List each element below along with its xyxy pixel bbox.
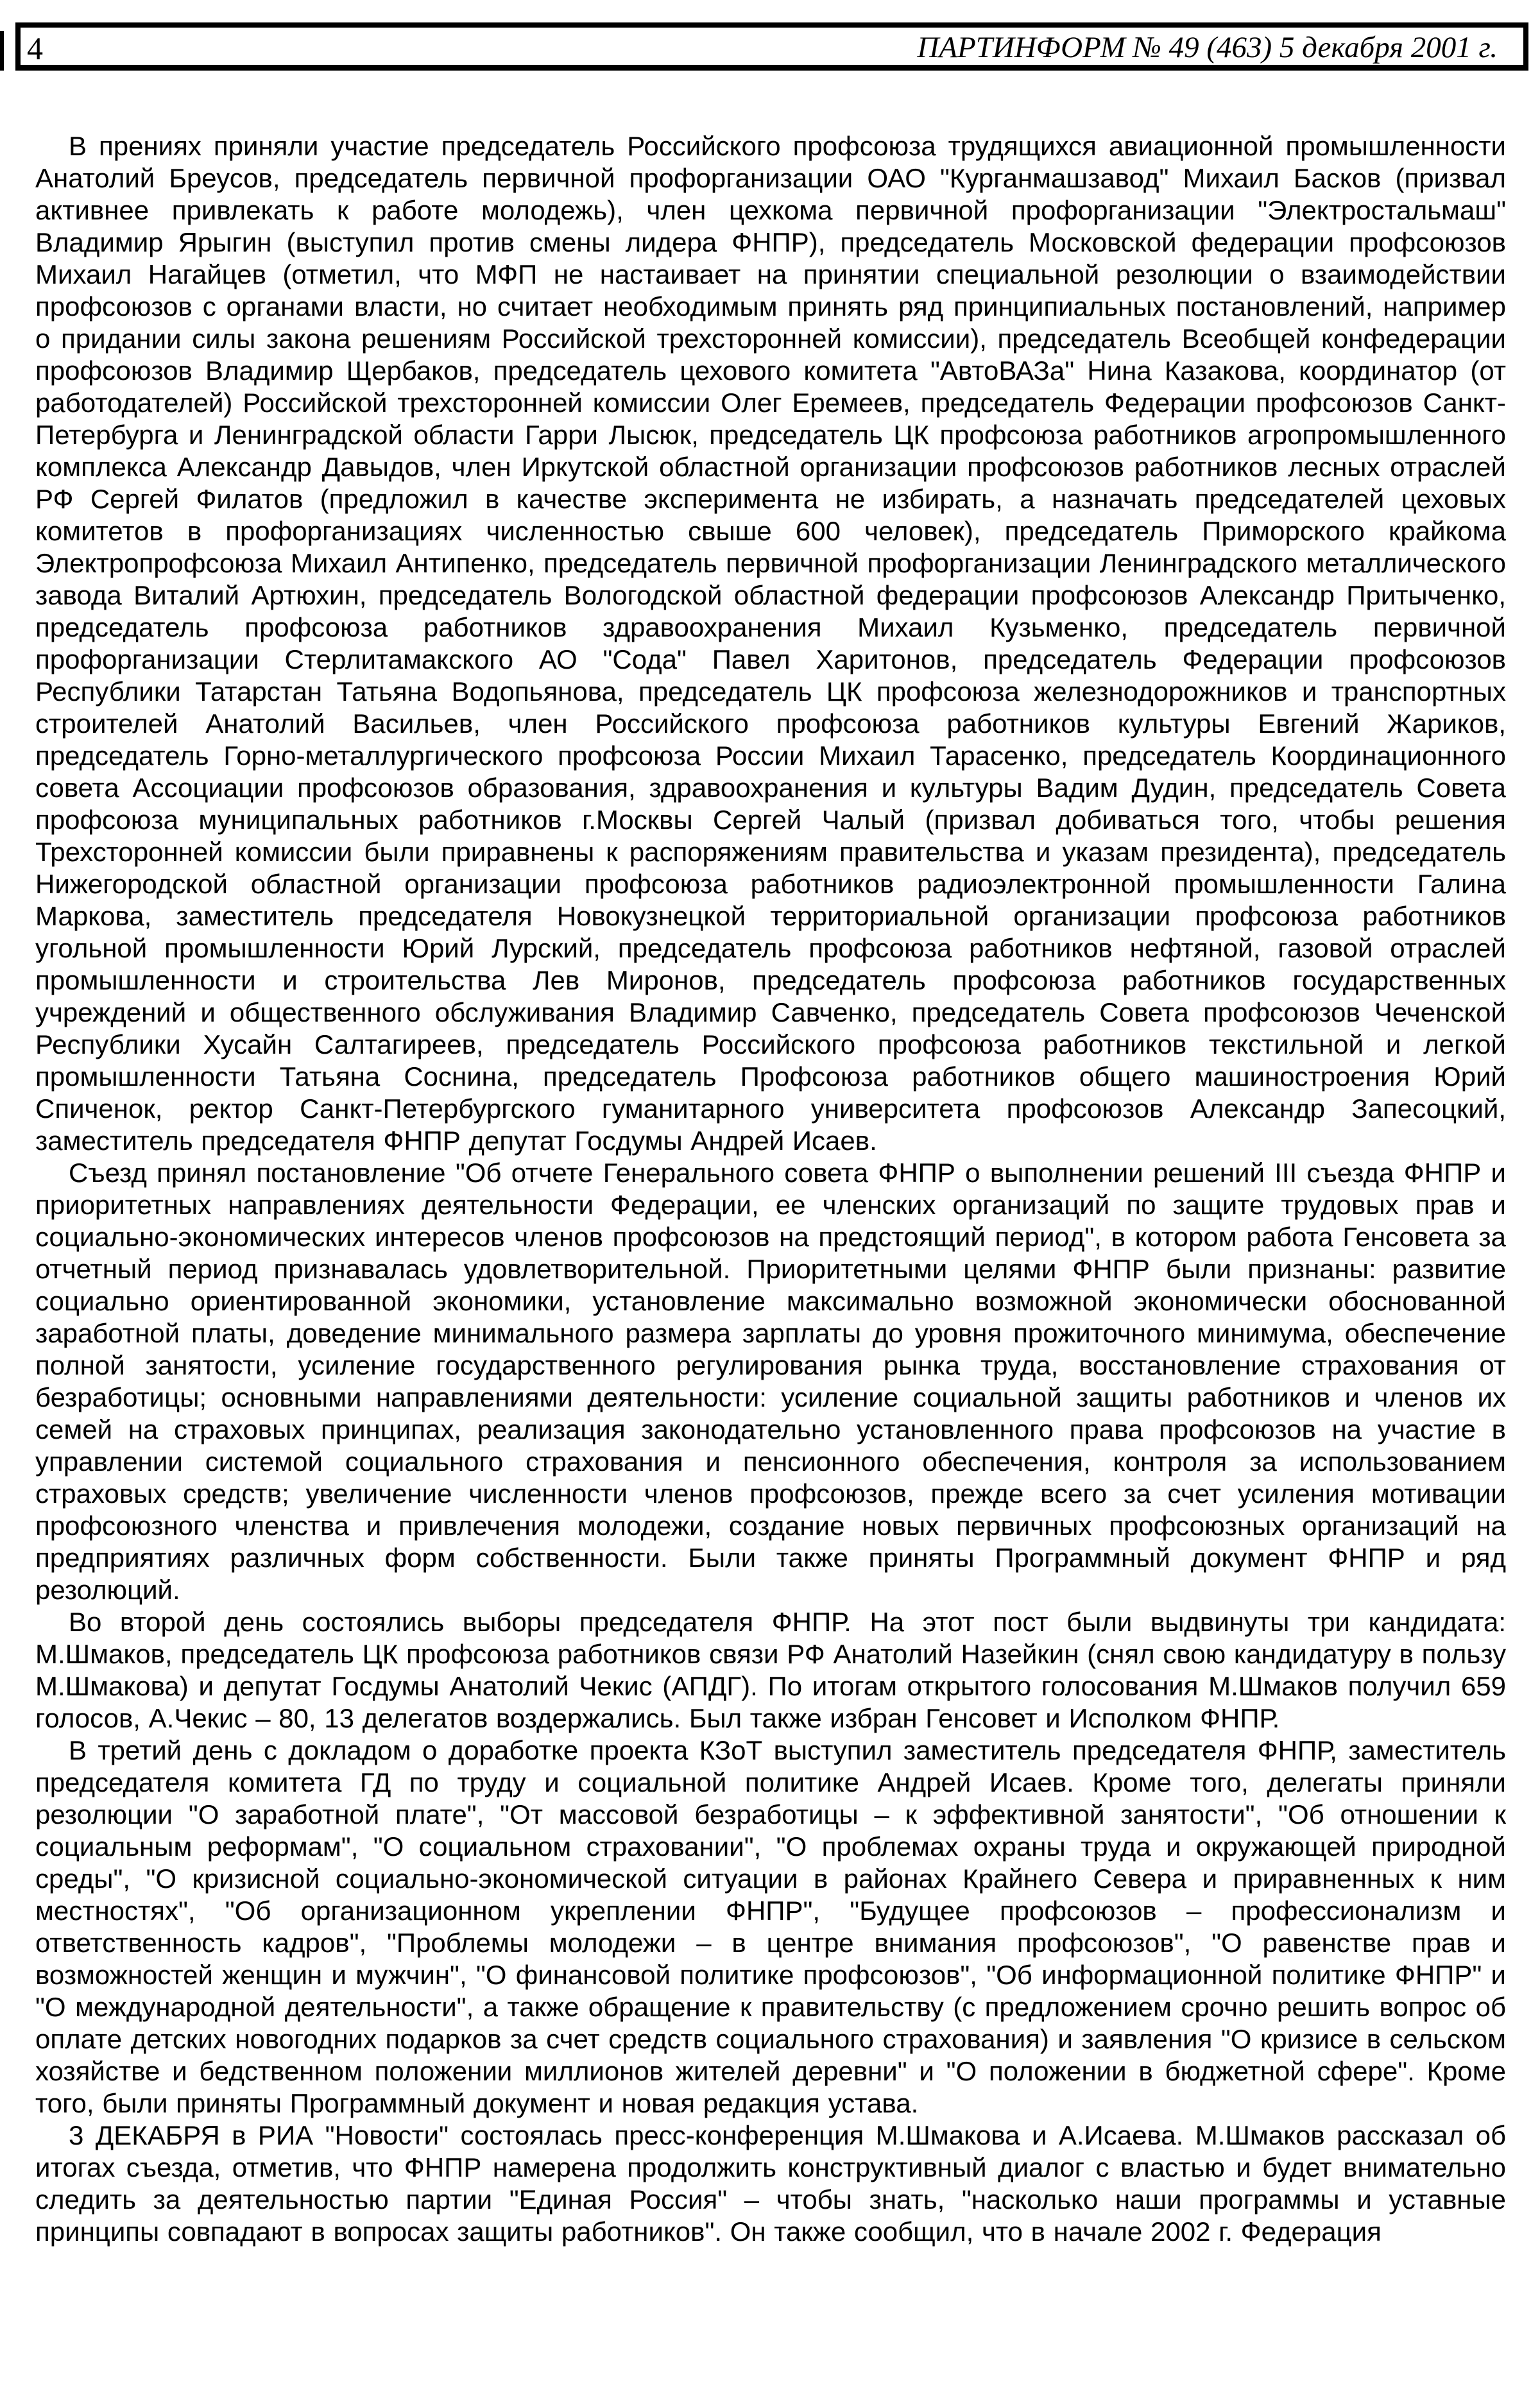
page-header [15,22,1528,71]
paragraph-press-conference: 3 ДЕКАБРЯ в РИА "Новости" состоялась пресс-конференция М.Шмакова и А.Исаева. М.Шмаков рассказал об итогах съезда, отметив, что ФНПР намерена продолжить конструктивный диалог с властью и будет внимательно следить за деятельностью партии "Единая Россия" – чтобы знать, "насколько наши программы и уставные принципы совпадают в вопросах защиты работников". Он также сообщил, что в начале 2002 г. Федерация [35,2120,1506,2247]
document-body [35,130,1506,2248]
page-number: 4 [27,30,43,66]
paragraph-elections: Во второй день состоялись выборы председателя ФНПР. На этот пост были выдвинуты три кандидата: М.Шмаков, председатель ЦК профсоюза работников связи РФ Анатолий Назейкин (снял свою кандидатуру в пользу М.Шмакова) и депутат Госдумы Анатолий Чекис (АПДГ). По итогам открытого голосования М.Шмаков получил 659 голосов, А.Чекис – 80, 13 делегатов воздержались. Был также избран Генсовет и Исполком ФНПР. [35,1607,1506,1733]
paragraph-resolution: Съезд принял постановление "Об отчете Генерального совета ФНПР о выполнении решений III съезда ФНПР и приоритетных направлениях деятельности Федерации, ее членских организаций по защите трудовых прав и социально-экономических интересов членов профсоюзов на предстоящий период", в котором работа Генсовета за отчетный период признавалась удовлетворительной. Приоритетными целями ФНПР были признаны: развитие социально ориентированной экономики, установление максимально возможной экономически обоснованной заработной платы, доведение минимального размера зарплаты до уровня прожиточного минимума, обеспечение полной занятости, усиление государственного регулирования рынка труда, восстановление страхования от безработицы; основными направлениями деятельности: усиление социальной защиты работников и членов их семей на страховых принципах, реализация законодательно установленного права профсоюзов на участие в управлении системой социального страхования и пенсионного обеспечения, контроля за использованием страховых средств; увеличение численности членов профсоюзов, прежде всего за счет усиления мотивации профсоюзного членства и привлечения молодежи, создание новых первичных профсоюзных организаций на предприятиях различных форм собственности. Были также приняты Программный документ ФНПР и ряд резолюций. [35,1158,1506,1605]
paragraph-speakers: В прениях приняли участие председатель Российского профсоюза трудящихся авиационной промышленности Анатолий Бреусов, председатель первичной профорганизации ОАО "Курганмашзавод" Михаил Басков (призвал активнее привлекать к работе молодежь), член цехкома первичной профорганизации "Электростальмаш" Владимир Ярыгин (выступил против смены лидера ФНПР), председатель Московской федерации профсоюзов Михаил Нагайцев (отметил, что МФП не настаивает на принятии специальной резолюции о взаимодействии профсоюзов с органами власти, но считает необходимым принять ряд принципиальных постановлений, например о придании силы закона решениям Российской трехсторонней комиссии), председатель Всеобщей конфедерации профсоюзов Владимир Щербаков, председатель цехового комитета "АвтоВАЗа" Нина Казакова, координатор (от работодателей) Российской трехсторонней комиссии Олег Еремеев, председатель Федерации профсоюзов Санкт-Петербурга и Ленинградской области Гарри Лысюк, председатель ЦК профсоюза работников агропромышленного комплекса Александр Давыдов, член Иркутской областной организации профсоюзов работников лесных отраслей РФ Сергей Филатов (предложил в качестве эксперимента не избирать, а назначать председателей цеховых комитетов в профорганизациях численностью свыше 600 человек), председатель Приморского крайкома Электропрофсоюза Михаил Антипенко, председатель первичной профорганизации Ленинградского металлического завода Виталий Артюхин, председатель Вологодской областной федерации профсоюзов Александр Притыченко, председатель профсоюза работников здравоохранения Михаил Кузьменко, председатель первичной профорганизации Стерлитамакского АО "Сода" Павел Харитонов, председатель Федерации профсоюзов Республики Татарстан Татьяна Водопьянова, председатель ЦК профсоюза железнодорожников и транспортных строителей Анатолий Васильев, член Российского профсоюза работников культуры Евгений Жариков, председатель Горно-металлургического профсоюза России Михаил Тарасенко, председатель Координационного совета Ассоциации профсоюзов образования, здравоохранения и культуры Вадим Дудин, председатель Совета профсоюза муниципальных работников г.Москвы Сергей Чалый (призвал добиваться того, чтобы решения Трехсторонней комиссии были приравнены к распоряжениям правительства и указам президента), председатель Нижегородской областной организации профсоюза работников радиоэлектронной промышленности Галина Маркова, заместитель председателя Новокузнецкой территориальной организации профсоюза работников угольной промышленности Юрий Лурский, председатель профсоюза работников нефтяной, газовой отраслей промышленности и строительства Лев Миронов, председатель профсоюза работников государственных учреждений и общественного обслуживания Владимир Савченко, председатель Совета профсоюзов Чеченской Республики Хусайн Салтагиреев, председатель Российского профсоюза работников текстильной и легкой промышленности Татьяна Соснина, председатель Профсоюза работников общего машиностроения Юрий Спиченок, ректор Санкт-Петербургского гуманитарного университета профсоюзов Александр Запесоцкий, заместитель председателя ФНПР депутат Госдумы Андрей Исаев. [35,131,1506,1156]
paragraph-third-day: В третий день с докладом о доработке проекта КЗоТ выступил заместитель председателя ФНПР, заместитель председателя комитета ГД по труду и социальной политике Андрей Исаев. Кроме того, делегаты приняли резолюции "О заработной плате", "От массовой безработицы – к эффективной занятости", "Об отношении к социальным реформам", "О социальном страховании", "О проблемах охраны труда и окружающей природной среды", "О кризисной социально-экономической ситуации в районах Крайнего Севера и приравненных к ним местностях", "Об организационном укреплении ФНПР", "Будущее профсоюзов – профессионализм и ответственность кадров", "Проблемы молодежи – в центре внимания профсоюзов", "О равенстве прав и возможностей женщин и мужчин", "О финансовой политике профсоюзов", "Об информационной политике ФНПР" и "О международной деятельности", а также обращение к правительству (с предложением срочно решить вопрос об оплате детских новогодних подарков за счет средств социального страхования) и заявления "О кризисе в сельском хозяйстве и бедственном положении миллионов жителей деревни" и "О положении в бюджетной сфере". Кроме того, были приняты Программный документ и новая редакция устава. [35,1735,1506,2118]
journal-title: ПАРТИНФОРМ № 49 (463) 5 декабря 2001 г. [917,30,1498,64]
scan-edge-mark [0,31,4,71]
